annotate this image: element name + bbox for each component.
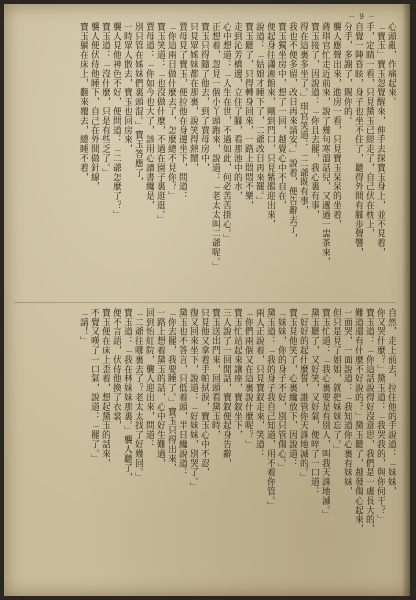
upper-text-band [14,22,396,298]
book-page [4,4,410,596]
text-column: 賈母道：「你如今也大了，該用心讀書纔是， [144,22,154,210]
text-column: 賈母見了寶玉，便拉他在身邊坐下，問道： [177,22,187,201]
text-column: 寶玉道：「沒什麼，只是有些乏了。」 [100,22,110,178]
text-column: 一時眾人散去，寶玉也回房來， [122,22,132,154]
text-area [14,22,396,584]
text-column: 寶玉聽了，只得轉身回來，一路上悶悶不樂， [243,22,253,210]
text-column: 便起身往瀟湘館來，剛到門口，只見紫鵑迎出來， [265,22,275,229]
lower-text-band [14,308,396,584]
text-column: 寶玉忙道：「我心裏要是有別人，叫我天誅地滅。」 [320,308,330,520]
text-column: 寶玉接了，因說道：「你且去罷，我心裏有事， [309,22,319,220]
page-number: － 9 － [348,13,376,21]
text-column: 你又哭什麼？」黛玉道：「我哭我的，與你何干？」 [375,308,385,525]
band-divider [14,302,396,303]
text-column: 「二爺往哪裏去了？老太太找了好幾回。」 [133,308,143,483]
text-column: 只見他又拿着手帕拭淚，寶玉心中不忍， [199,308,209,478]
text-column: 「請！」 [78,308,88,346]
text-column: 自然，走上前去，拉住他的手說道：「妹妹， [386,308,396,496]
text-column: 一路上想着黛玉的話，心中好生難過， [155,308,165,468]
text-column: 黛玉道：「我的身子我自己知道，用不着你管。」 [265,308,275,511]
text-column: 不覺又嘆了一口氣，說道：「罷了。」 [89,308,99,464]
text-column: 三人說了一回閒話，寶釵便起身告辭， [221,308,231,468]
text-column: 寶玉獨坐房中，想了一回，越覺心中不自在， [276,22,286,210]
text-column: 走到沁芳橋邊，立住了腳，看那池中的水， [232,22,242,201]
text-column: 一面哭，一面說道：「我知道你心裏有妹妹， [342,308,352,496]
text-column: 但只是見了姐姐，就把妹妹忘了。」 [331,308,341,454]
text-column: 說道：「姑娘才睡下了，二爺改日再來罷。」 [254,22,264,206]
text-column: 寶玉見他笑了，心裏纔放下，因說道： [287,308,297,468]
text-column: 寶玉笑道：「也沒做什麼，不過在園子裏逛逛。」 [155,22,165,225]
text-column: 手，定睛一看，只見黛玉已經走了，自己伏在枕上， [364,22,374,239]
text-column: 寶玉躺在床上，翻來覆去，總睡不着， [78,22,88,182]
text-column: 得在這裏多坐了。」琪官笑道：「二爺既有事， [298,22,308,215]
text-column: 正想着，忽見一個小丫頭跑來，說道：「老太太叫二爺呢。」 [210,22,220,272]
text-column: 寶玉忙站起來讓座，寶釵坐下， [232,308,242,440]
text-column: 「你們兩個又在這裏說什麼呢？」 [243,308,253,449]
text-column: 黛玉也不答言，只低着頭，半日纔說道： [177,308,187,478]
text-column: 「好好的起什麼誓，誰管你天誅地滅的。」 [298,308,308,483]
text-column: 復又回來坐下，說道：「好妹妹，別哭了。」 [188,308,198,492]
text-column: 寶玉只得隨了他去，到了賈母房中， [199,22,209,173]
text-column: 心頭亂，作痛起來。 [386,22,396,107]
text-column: 便不言語，伏侍他換了衣裳， [111,308,121,431]
text-column: 別只管在姊妹們裏頭混。」寶玉答應了， [133,22,143,187]
text-column: 「你去罷，我要睡了。」寶玉只得出來， [166,308,176,473]
text-column: 分手，多謝了，賜你的。 [342,22,352,126]
text-column: 心中想道：「人生在世，不過如此，何必苦苦掛心。」 [221,22,231,244]
text-column: 寶玉道：「我在林妹妹那裏。」襲人聽了， [122,308,132,483]
text-column: 寶玉送出門來，回頭看黛玉時， [210,308,220,440]
text-column: 「寶玉」寶玉忽覺醒來，伸手去探寶玉身上，並不見着， [375,22,385,257]
text-column: 只見眾姊妹都在那裏，說笑得熱鬧， [188,22,198,173]
text-column: 蔣琪官忙走近前來，說了幾句寒溫話兒，又遞過一盅茶來， [320,22,330,267]
text-column: 「妹妹，你的身子不好，別只管傷心。」 [276,308,286,473]
text-column: 「你這兩日做什麼去了，怎麼總不見你？」 [166,22,176,201]
text-column: 兩人正說着，只見寶釵走來，笑道： [254,308,264,459]
text-column: 回到怡紅院，襲人迎出來，問道： [144,308,154,449]
text-column: 寶玉便在床上歪着，想起黛玉的話來， [100,308,110,468]
text-column: 襲人便伏侍他睡下，自己在外間做針線， [89,22,99,192]
text-column: 自覺一陣昏眩，身子也坐不住了，聽得外間有腳步聲響， [353,22,363,257]
text-column: 寶玉道：「你這話說得好沒意思，我們是一處長大的， [364,308,374,534]
page-binding-shadow [402,4,410,596]
text-column: 難道還有什麼不好說的？」黛玉聽了，越發傷心起來， [353,308,363,534]
text-column: 襲人應聲出來，進房一看，只見寶玉呆呆的坐着， [331,22,341,229]
text-column: 我也不便多留，改日再來請安。」說着，便告辭去了， [287,22,297,244]
text-column: 黛玉聽了，又好笑，又好氣，便啐了一口道： [309,308,319,496]
text-column: 襲人見他神色不好，便問道：「二爺怎麼了？」 [111,22,121,220]
